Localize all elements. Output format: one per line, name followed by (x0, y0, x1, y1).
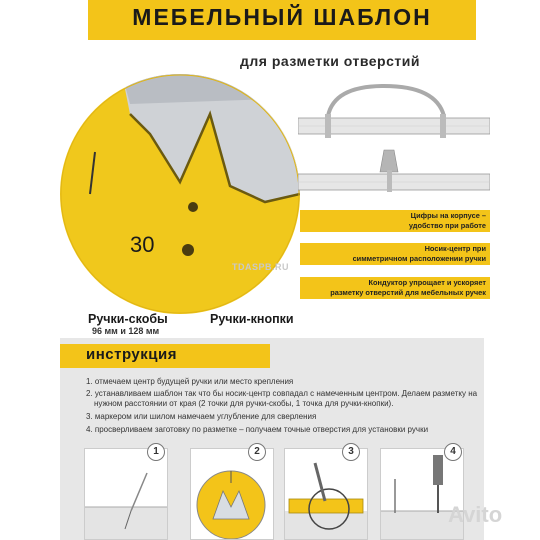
template-closeup-image (60, 74, 300, 314)
step-1-text: 1. отмечаем центр будущей ручки или место крепления (86, 377, 294, 386)
step-panel-3 (284, 448, 368, 540)
instructions-title: инструкция (86, 346, 177, 363)
avito-watermark: Avito (448, 502, 503, 527)
page-title: МЕБЕЛЬНЫЙ ШАБЛОН (132, 4, 432, 30)
step-number-1: 1 (147, 443, 165, 461)
watermark: TDASPB.RU (232, 262, 290, 272)
note-2-line1: Носик-центр при (424, 244, 486, 253)
note-1 (300, 211, 486, 231)
step-2-text-line2: нужном расстоянии от края (2 точки для ручки-скобы, 1 точка для ручки-кнопки). (94, 399, 394, 408)
note-1-line1: Цифры на корпусе – (410, 211, 486, 220)
page-subtitle: для разметки отверстий (240, 53, 420, 69)
knobs-label: Ручки-кнопки (210, 312, 294, 326)
note-2-line2: симметричном расположении ручки (352, 254, 486, 263)
step-panel-2 (190, 448, 274, 540)
template-number: 30 (130, 232, 155, 257)
step-3-illustration (285, 449, 367, 539)
step-2-illustration (191, 449, 273, 539)
step-number-4: 4 (444, 443, 462, 461)
note-3 (300, 278, 486, 298)
brackets-label: Ручки-скобы (88, 312, 168, 326)
step-number-3: 3 (342, 443, 360, 461)
note-2 (300, 244, 486, 264)
step-1-illustration (85, 449, 167, 539)
step-4-text: 4. просверливаем заготовку по разметке – получаем точные отверстия для установки ручки (86, 425, 429, 434)
step-3-text: 3. маркером или шилом намечаем углубление для сверления (86, 412, 317, 421)
step-2-text-line1: 2. устанавливаем шаблон так что бы носик-центр совпадал с намеченным центром. Делаем разметку на (86, 389, 478, 398)
step-panel-1 (84, 448, 168, 540)
note-3-line1: Кондуктор упрощает и ускоряет (368, 278, 486, 287)
handle-diagrams (298, 78, 490, 208)
note-1-line2: удобство при работе (408, 221, 486, 230)
note-3-line2: разметку отверстий для мебельных ручек (330, 288, 486, 297)
step-number-2: 2 (248, 443, 266, 461)
brackets-sizes: 96 мм и 128 мм (92, 326, 160, 336)
